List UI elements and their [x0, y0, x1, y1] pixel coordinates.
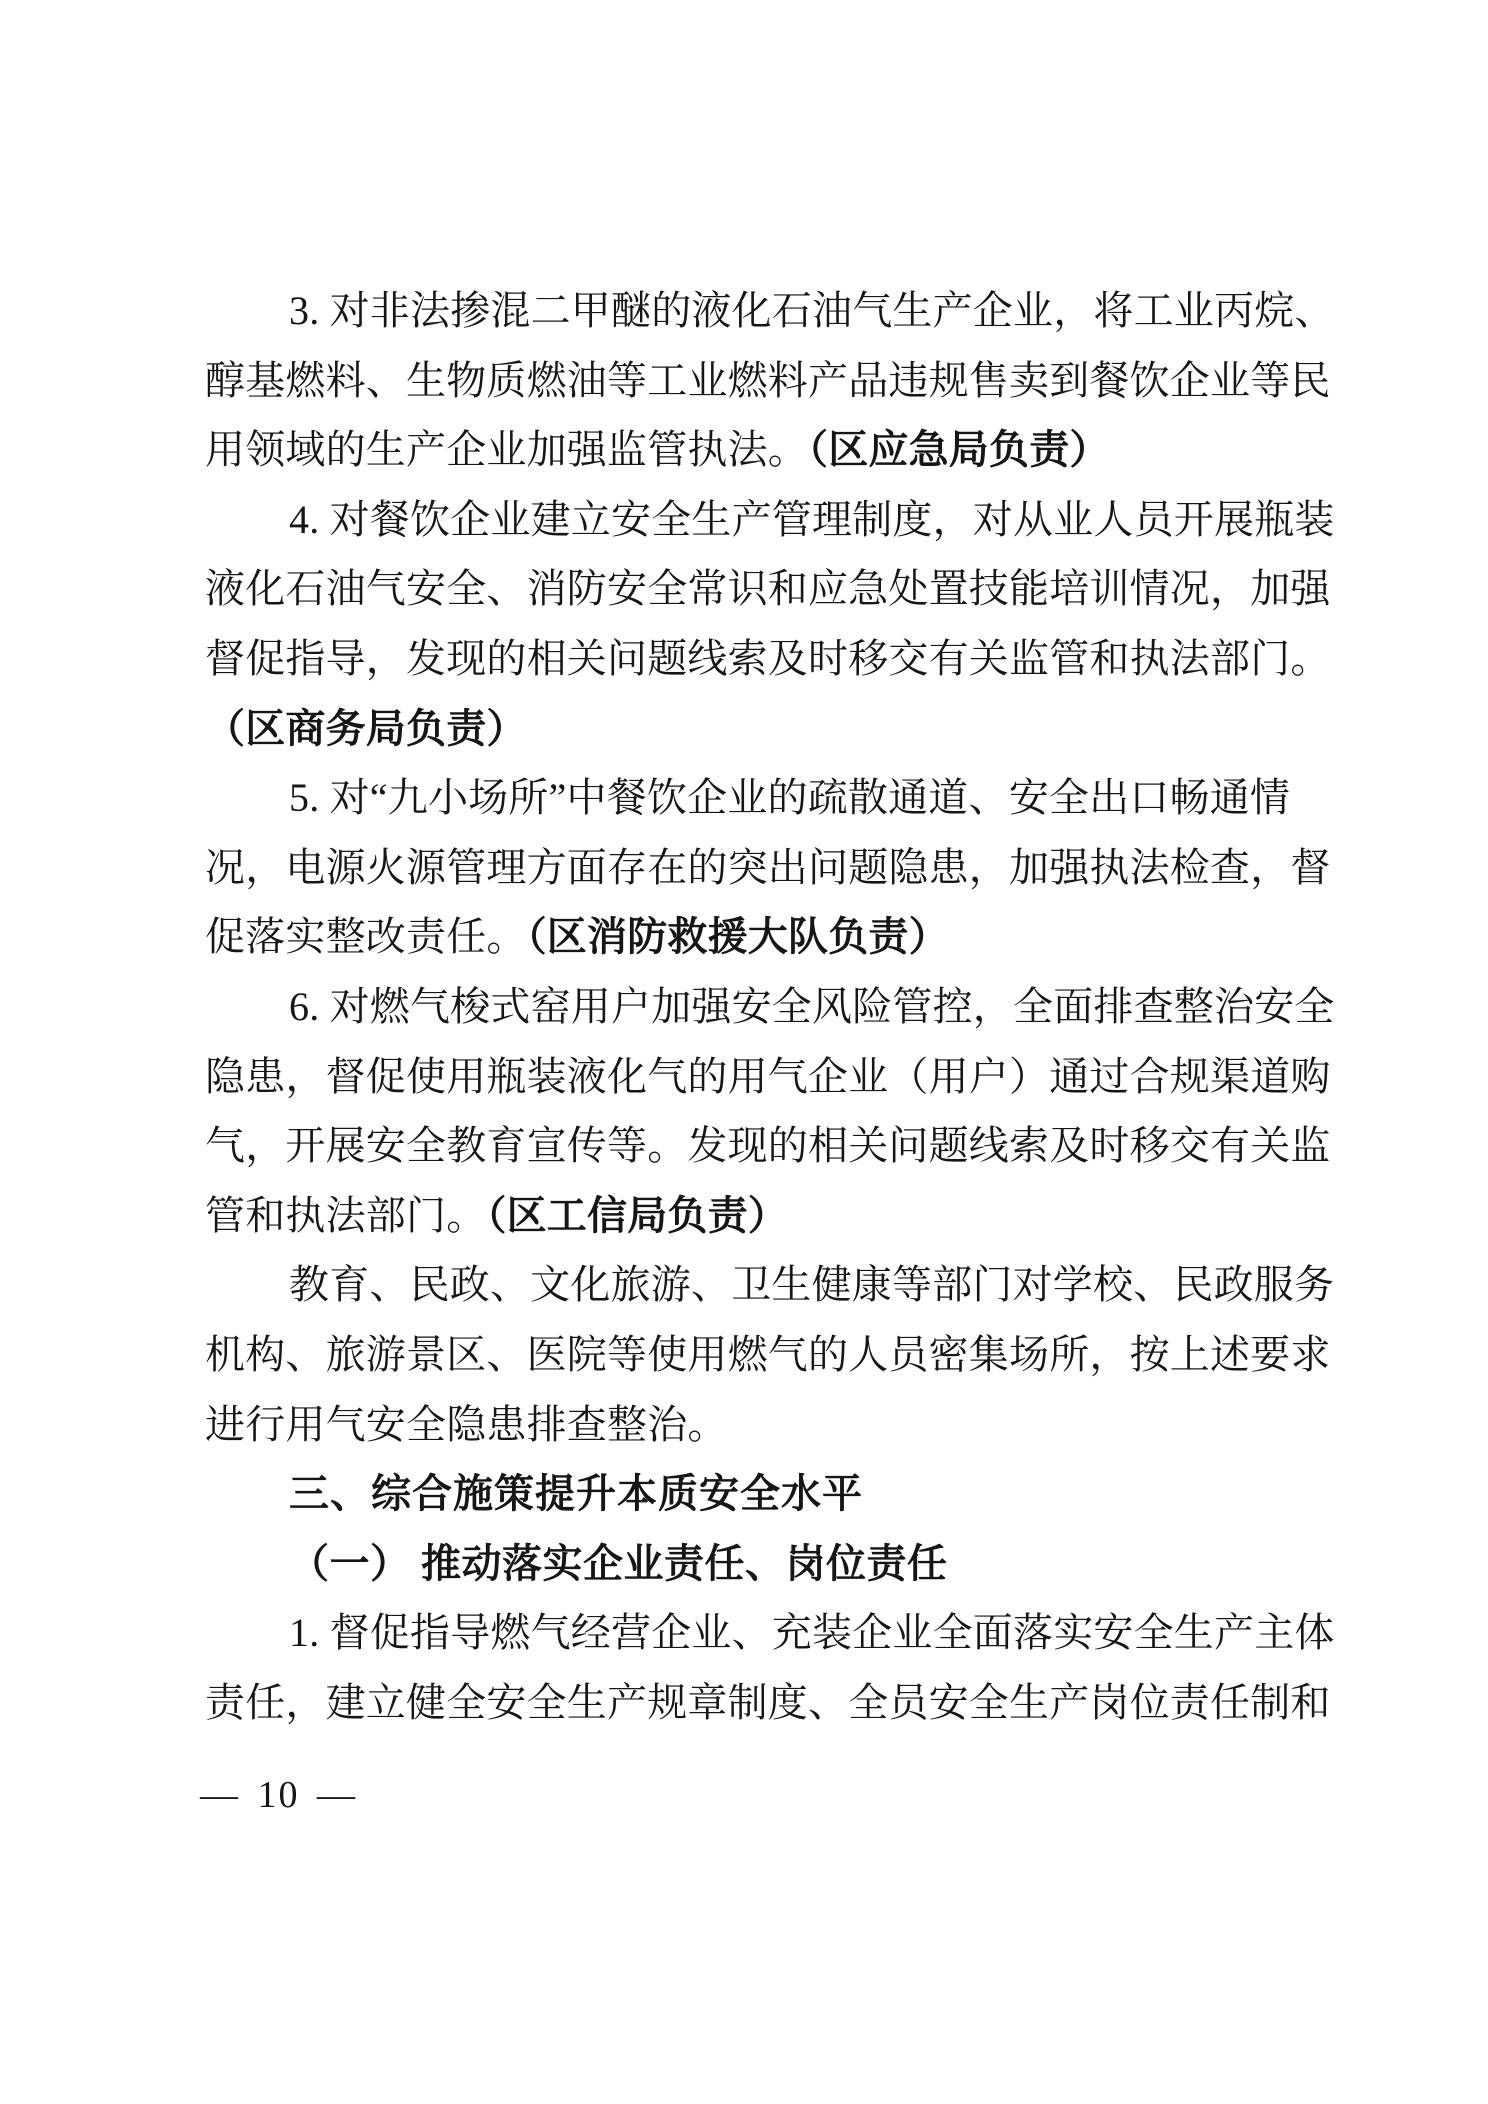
- text-line: [205, 1320, 1365, 1390]
- text-line: [205, 1042, 1365, 1112]
- text-line: [205, 346, 1365, 416]
- body-text: 液化石油气安全、消防安全常识和应急处置技能培训情况，加强: [205, 566, 1331, 612]
- body-text: 1. 督促指导燃气经营企业、充装企业全面落实安全生产主体: [289, 1610, 1335, 1656]
- text-line: [205, 1598, 1365, 1668]
- text-line: [205, 485, 1365, 555]
- text-line: [205, 972, 1365, 1042]
- text-line: [205, 1459, 1365, 1529]
- text-line: [205, 833, 1365, 903]
- section-heading: 三、综合施策提升本质安全水平: [289, 1472, 863, 1517]
- body-text: 况，电源火源管理方面存在的突出问题隐患，加强执法检查，督: [205, 844, 1331, 890]
- page-number: — 10 —: [200, 1774, 357, 1816]
- text-line: [205, 763, 1365, 833]
- sub-heading: （一） 推动落实企业责任、岗位责任: [289, 1540, 948, 1586]
- text-line: [205, 1111, 1365, 1181]
- document-body: [205, 276, 1365, 1737]
- body-text: 责任，建立健全安全生产规章制度、全员安全生产岗位责任制和: [205, 1679, 1331, 1725]
- responsible-dept-bold: （区应急局负责）: [808, 427, 1110, 473]
- text-line: [205, 624, 1365, 694]
- text-line: [205, 1181, 1365, 1251]
- text-line: [205, 694, 1365, 764]
- body-text: 用领域的生产企业加强监管执法。: [205, 427, 808, 473]
- body-text: 促落实整改责任。: [205, 914, 527, 960]
- body-text: 管和执法部门。: [205, 1192, 487, 1238]
- text-line: [205, 415, 1365, 485]
- responsible-dept-bold: （区工信局负责）: [486, 1192, 789, 1238]
- body-text: 气，开展安全教育宣传等。发现的相关问题线索及时移交有关监: [205, 1123, 1331, 1169]
- body-text: 隐患，督促使用瓶装液化气的用气企业（用户）通过合规渠道购: [205, 1053, 1331, 1099]
- body-text: 进行用气安全隐患排查整治。: [205, 1401, 728, 1447]
- body-text: 3. 对非法掺混二甲醚的液化石油气生产企业，将工业丙烷、: [289, 288, 1335, 333]
- body-text: 5. 对“九小场所”中餐饮企业的疏散通道、安全出口畅通情: [289, 775, 1291, 821]
- text-line: [205, 276, 1365, 346]
- body-text: 4. 对餐饮企业建立安全生产管理制度，对从业人员开展瓶装: [289, 496, 1335, 542]
- body-text: 醇基燃料、生物质燃油等工业燃料产品违规售卖到餐饮企业等民: [205, 357, 1331, 403]
- responsible-dept-bold: （区消防救援大队负责）: [526, 914, 949, 960]
- responsible-dept-bold: （区商务局负责）: [205, 705, 527, 751]
- text-line: [205, 1668, 1365, 1738]
- text-line: [205, 554, 1365, 624]
- text-line: [205, 902, 1365, 972]
- body-text: 6. 对燃气梭式窑用户加强安全风险管控，全面排查整治安全: [289, 983, 1335, 1029]
- text-line: [205, 1390, 1365, 1460]
- body-text: 教育、民政、文化旅游、卫生健康等部门对学校、民政服务: [289, 1262, 1335, 1308]
- body-text: 机构、旅游景区、医院等使用燃气的人员密集场所，按上述要求: [205, 1331, 1331, 1377]
- text-line: [205, 1529, 1365, 1599]
- text-line: [205, 1250, 1365, 1320]
- body-text: 督促指导，发现的相关问题线索及时移交有关监管和执法部门。: [205, 635, 1331, 681]
